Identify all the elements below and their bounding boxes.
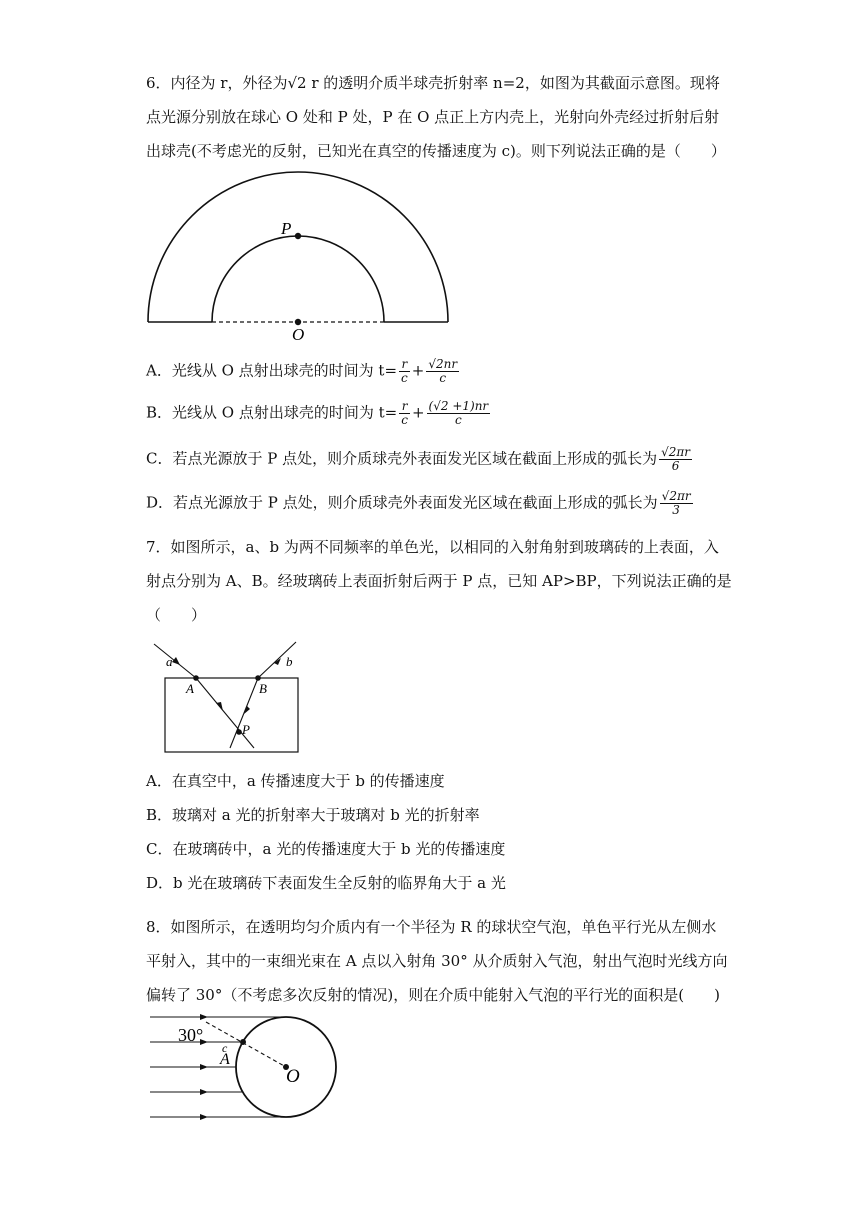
frac-den: c: [401, 413, 408, 427]
label-a: a: [166, 654, 173, 669]
q7-option-a: A．在真空中，a 传播速度大于 b 的传播速度: [146, 772, 445, 790]
frac-den: 3: [672, 503, 680, 517]
q6-option-d-text: D．若点光源放于 P 点处，则介质球壳外表面发光区域在截面上形成的弧长为: [146, 493, 658, 512]
point-A: [240, 1039, 246, 1045]
q6-option-d-frac: [660, 490, 693, 517]
frac-num: √2πr: [661, 489, 691, 503]
q7-glass-brick-figure: [150, 636, 310, 756]
label-P: P: [281, 219, 292, 238]
ray-arrow-4: [200, 1089, 208, 1095]
frac-den: c: [401, 371, 408, 385]
point-P: [295, 233, 301, 239]
plus-sign: +: [411, 403, 425, 422]
frac-num: r: [399, 358, 410, 372]
ray-a-refracted: [196, 678, 254, 748]
q6-option-a-frac2: [426, 358, 459, 385]
glass-brick: [165, 678, 298, 752]
q6-option-b-frac1: [399, 400, 410, 427]
q8-air-bubble-figure: [146, 1012, 346, 1122]
q6-option-b-frac2: [427, 400, 491, 427]
q6-hemisphere-figure: [140, 164, 460, 344]
frac-num: (√2 +1)nr: [428, 399, 489, 413]
q6-option-c-frac: [659, 446, 692, 473]
q8-stem-line1: 8．如图所示，在透明均匀介质内有一个半径为 R 的球状空气泡，单色平行光从左侧水: [146, 918, 717, 936]
ray-arrow-1: [200, 1014, 208, 1020]
q6-stem-line1: 6．内径为 r，外径为√2 r 的透明介质半球壳折射率 n=2，如图为其截面示意图。现将: [146, 74, 720, 92]
point-B: [255, 675, 261, 681]
ray-b-refracted: [230, 678, 258, 748]
q6-option-a-text: A．光线从 O 点射出球壳的时间为 t=: [146, 361, 398, 380]
outer-shell-arc: [148, 172, 448, 322]
frac-num: √2πr: [661, 445, 691, 459]
q6-option-b-text: B．光线从 O 点射出球壳的时间为 t=: [146, 403, 398, 422]
ray-a-refracted-arrow: [216, 702, 223, 711]
label-A: A: [186, 681, 194, 696]
label-c: c: [222, 1041, 228, 1055]
frac-den: c: [454, 413, 462, 427]
q7-option-d: D．b 光在玻璃砖下表面发生全反射的临界角大于 a 光: [146, 874, 506, 892]
q6-stem-line3: 出球壳(不考虑光的反射，已知光在真空的传播速度为 c)。则下列说法正确的是（ ）: [146, 142, 726, 160]
q6-option-d: [146, 490, 695, 517]
label-O: O: [286, 1066, 300, 1087]
normal-dashed: [206, 1022, 286, 1067]
q8-stem-line3: 偏转了 30°（不考虑多次反射的情况)，则在介质中能射入气泡的平行光的面积是( ): [146, 986, 720, 1004]
frac-num: √2nr: [428, 357, 458, 371]
frac-den: c: [439, 371, 447, 385]
label-O: O: [292, 325, 305, 344]
label-30-degree: 30°: [178, 1025, 204, 1045]
q6-option-a: [146, 358, 461, 385]
q7-option-c: C．在玻璃砖中，a 光的传播速度大于 b 光的传播速度: [146, 840, 506, 858]
q7-option-b: B．玻璃对 a 光的折射率大于玻璃对 b 光的折射率: [146, 806, 480, 824]
q8-stem-line2: 平射入，其中的一束细光束在 A 点以入射角 30° 从介质射入气泡，射出气泡时光线方向: [146, 952, 728, 970]
label-P: P: [242, 722, 250, 737]
plus-sign: +: [411, 361, 425, 380]
q6-stem-line2: 点光源分别放在球心 O 处和 P 处，P 在 O 点正上方内壳上，光射向外壳经过折射后射: [146, 108, 720, 126]
q6-option-b: [146, 400, 492, 427]
q6-option-c-text: C．若点光源放于 P 点处，则介质球壳外表面发光区域在截面上形成的弧长为: [146, 449, 658, 468]
frac-den: 6: [671, 459, 680, 473]
point-A: [193, 675, 199, 681]
ray-a-arrow: [172, 657, 180, 665]
ray-arrow-3: [200, 1064, 208, 1070]
point-P: [236, 729, 242, 735]
q7-stem-line1: 7．如图所示，a、b 为两不同频率的单色光，以相同的入射角射到玻璃砖的上表面，入: [146, 538, 719, 556]
label-B: B: [259, 681, 267, 696]
label-A: A: [220, 1051, 230, 1068]
q7-stem-line3: （ ）: [146, 606, 207, 624]
q6-option-c: [146, 446, 694, 473]
q7-stem-line2: 射点分别为 A、B。经玻璃砖上表面折射后两于 P 点，已知 AP>BP，下列说法正确的是: [146, 572, 732, 590]
label-b: b: [286, 654, 293, 669]
ray-arrow-5: [200, 1114, 208, 1120]
inner-shell-arc: [212, 236, 384, 322]
frac-num: r: [399, 400, 410, 414]
q6-option-a-frac1: [399, 358, 410, 385]
